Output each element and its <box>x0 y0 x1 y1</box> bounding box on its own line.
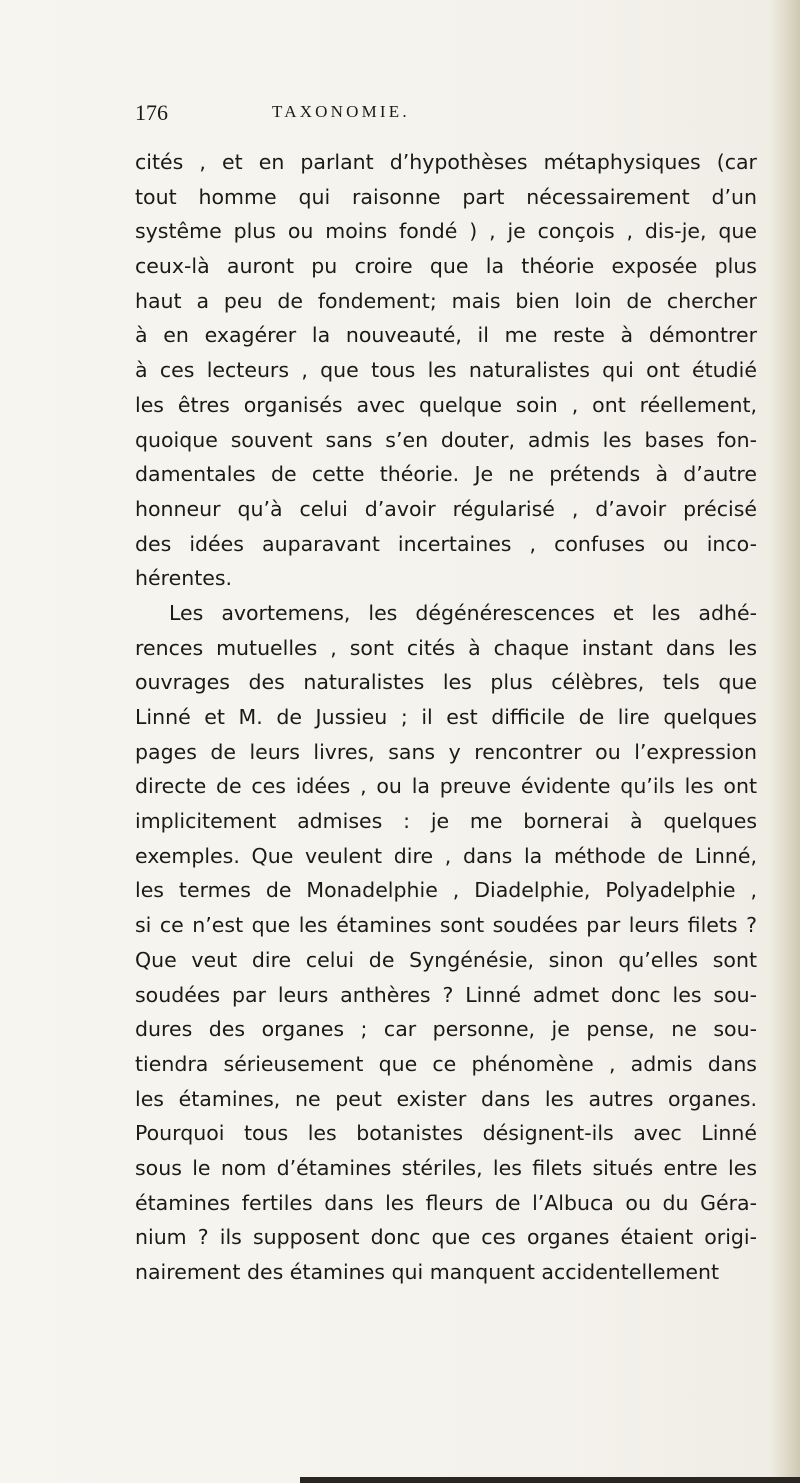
text-line: pages de leurs livres, sans y rencontrer ou l’expression <box>135 739 757 764</box>
text-line: quoique souvent sans s’en douter, admis les bases fon- <box>135 427 757 452</box>
text-line: ceux-là auront pu croire que la théorie exposée plus <box>135 254 757 279</box>
text-line: des idées auparavant incertaines , confuses ou inco- <box>135 531 757 556</box>
text-line: damentales de cette théorie. Je ne prétends à d’autre <box>135 462 757 487</box>
text-line: étamines fertiles dans les fleurs de l’Albuca ou du Géra- <box>135 1190 757 1215</box>
text-line: Les avortemens, les dégénérescences et les adhé- <box>169 600 757 625</box>
text-line: cités , et en parlant d’hypothèses métaphysiques (car <box>135 150 757 174</box>
text-line: Linné et M. de Jussieu ; il est difficile de lire quelques <box>135 705 757 729</box>
text-line: tiendra sérieusement que ce phénomène , admis dans <box>135 1051 757 1076</box>
text-line: haut a peu de fondement; mais bien loin de chercher <box>135 288 757 313</box>
text-line: Que veut dire celui de Syngénésie, sinon qu’elles sont <box>135 947 757 972</box>
text-line: à en exagérer la nouveauté, il me reste à démontrer <box>135 323 757 348</box>
text-line: hérentes. <box>135 566 233 591</box>
text-line: nium ? ils supposent donc que ces organes étaient origi- <box>135 1225 757 1250</box>
text-line: les êtres organisés avec quelque soin , ont réellement, <box>135 392 757 417</box>
text-line: sous le nom d’étamines stériles, les filets situés entre les <box>135 1155 757 1180</box>
page-edge-shadow <box>770 0 800 1483</box>
text-line: dures des organes ; car personne, je pense, ne sou- <box>135 1017 757 1042</box>
text-line: les étamines, ne peut exister dans les autres organes. <box>135 1086 757 1111</box>
page-number: 176 <box>135 100 168 125</box>
text-line: les termes de Monadelphie , Diadelphie, Polyadelphie , <box>135 878 757 903</box>
body-text <box>135 145 757 1290</box>
text-line: directe de ces idées , ou la preuve évidente qu’ils les ont <box>135 774 757 799</box>
text-line: systême plus ou moins fondé ) , je conçois , dis-je, que <box>135 219 757 244</box>
text-line: nairement des étamines qui manquent accidentellement <box>135 1260 720 1284</box>
text-line: exemples. Que veulent dire , dans la méthode de Linné, <box>135 843 757 868</box>
text-line: à ces lecteurs , que tous les naturalistes qui ont étudié <box>135 358 757 383</box>
running-title: TAXONOMIE. <box>272 102 410 121</box>
text-line: tout homme qui raisonne part nécessairement d’un <box>135 184 757 209</box>
running-head <box>135 100 655 130</box>
text-line: honneur qu’à celui d’avoir régularisé , d’avoir précisé <box>135 496 757 521</box>
text-line: ouvrages des naturalistes les plus célèbres, tels que <box>135 670 757 695</box>
text-line: Pourquoi tous les botanistes désignent-ils avec Linné <box>135 1121 757 1146</box>
text-line: implicitement admises : je me bornerai à quelques <box>135 809 757 834</box>
text-line: rences mutuelles , sont cités à chaque instant dans les <box>135 635 757 660</box>
text-line: si ce n’est que les étamines sont soudées par leurs filets ? <box>135 913 757 938</box>
text-line: soudées par leurs anthères ? Linné admet donc les sou- <box>135 982 757 1007</box>
bottom-rule <box>300 1477 800 1483</box>
